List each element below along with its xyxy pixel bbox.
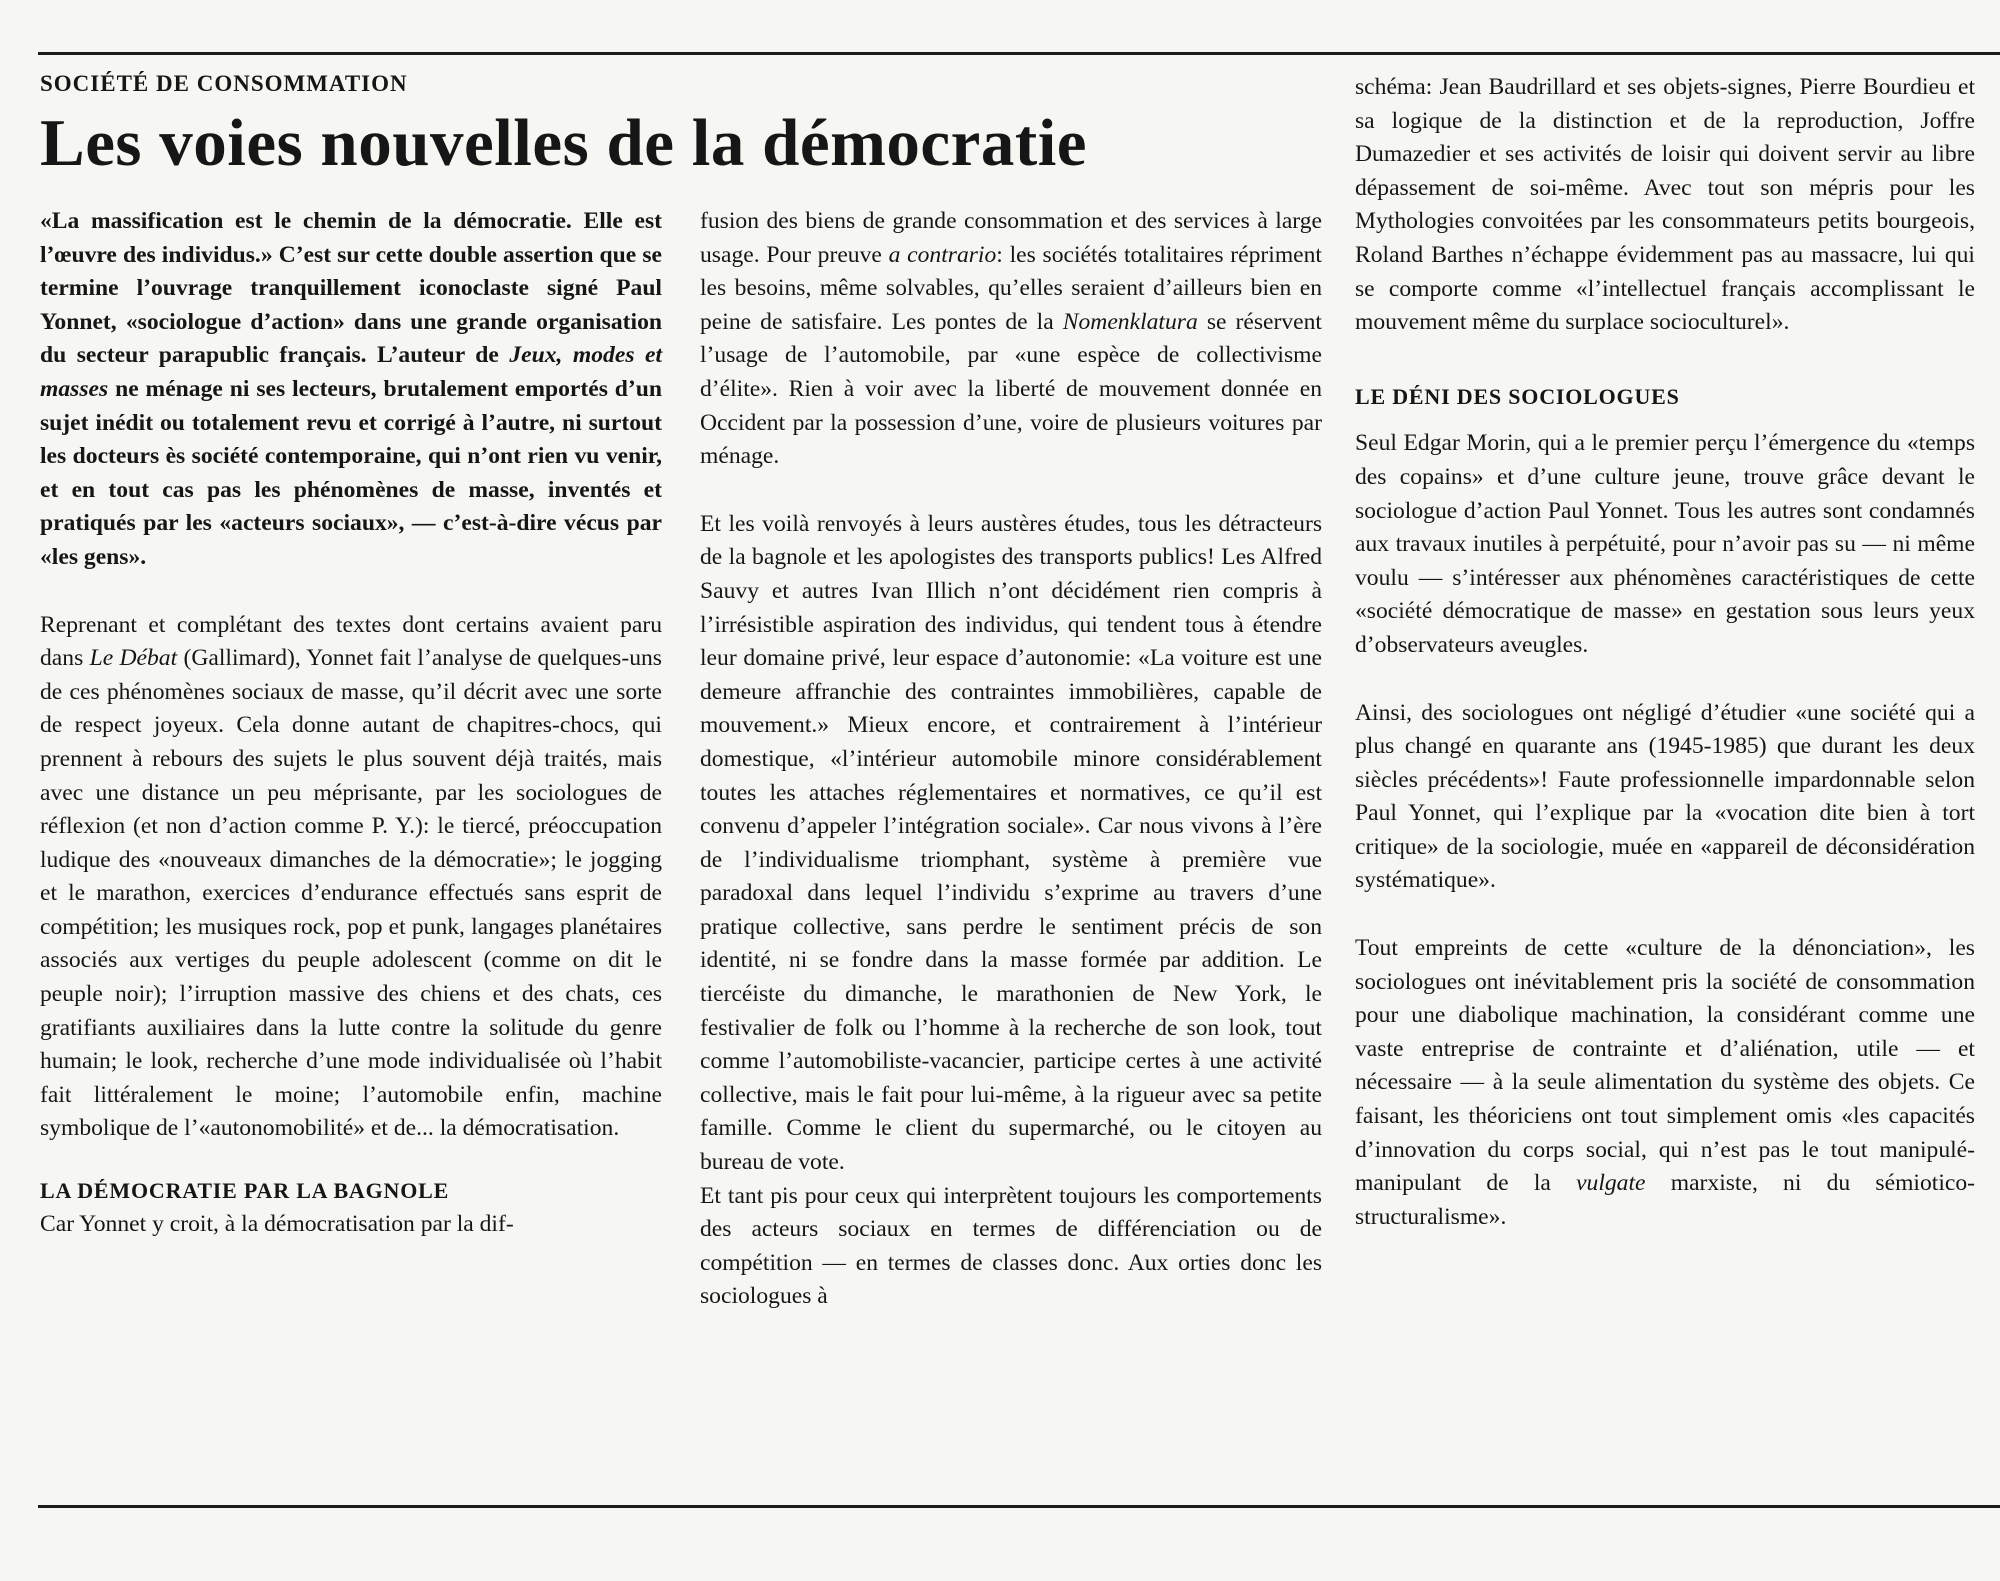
italic-term: vulgate [1576, 1170, 1646, 1197]
paragraph: Et tant pis pour ceux qui interprètent toujours les comportements des acteurs sociaux en termes de différenciation ou de compétition — en termes de classes donc. Aux orties donc les sociologues à [700, 1182, 1322, 1310]
paragraph-text-b: marxiste, ni du sémiotico-structuralisme». [1355, 1170, 1976, 1230]
paragraph: Et les voilà renvoyés à leurs austères études, tous les détracteurs de la bagnole et les apologistes des transports publics! Les Alfred Sauvy et autres Ivan Illich n’ont décidément rien compris à l’irrésistible aspiration des individus, qui tendent tous à étendre leur domaine privé, leur espace d’autonomie: «La voiture est une demeure affranchie des contraintes immobilières, capable de mouvement.» Mieux encore, et contrairement à l’intérieur domestique, «l’intérieur automobile minore considérablement toutes les attaches réglementaires et normatives, ce qu’il est convenu d’appeler l’intégration sociale». Car nous vivons à l’ère de l’individualisme triomphant, système à première vue paradoxal dans lequel l’individu s’exprime au travers d’une pratique collective, sans perdre le sentiment précis de son identité, ni se fondre dans la masse formée par addition. Le tiercéiste du dimanche, le marathonien de New York, le festivalier de folk ou l’homme à la recherche de son look, tout comme l’automobiliste-vacancier, participe certes à une activité collective, mais le fait pour lui-même, à la rigueur avec sa petite famille. Comme le client du supermarché, ou le citoyen au bureau de vote. [700, 510, 1322, 1176]
bottom-rule [38, 1505, 2000, 1508]
paragraph-text-c: se réservent l’usage de l’automobile, par «une espèce de collectivisme d’élite». Rien à voir avec la liberté de mouvement donnée en Occident par la possession d’une, voire de plusieurs voitures par ménage. [700, 308, 1322, 470]
italic-term: Nomenklatura [1062, 308, 1198, 335]
paragraph: Ainsi, des sociologues ont négligé d’étudier «une société qui a plus changé en quarante ans (1945-1985) que durant les deux siècles précédents»! Faute professionnelle impardonnable selon Paul Yonnet, qui l’explique par la «vocation dite bien à tort critique» de la sociologie, muée en «appareil de déconsidération systématique». [1355, 699, 1975, 894]
top-rule [38, 52, 2000, 55]
paragraph: Seul Edgar Morin, qui a le premier perçu l’émergence du «temps des copains» et d’une culture jeune, trouve grâce devant le sociologue d’action Paul Yonnet. Tous les autres sont condamnés aux travaux inutiles à perpétuité, pour n’avoir pas su — ni même voulu — s’intéresser aux phénomènes caractéristiques de cette «société démocratique de masse» en gestation sous leurs yeux d’observateurs aveugles. [1355, 430, 1975, 658]
paragraph: Car Yonnet y croit, à la démocratisation par la dif- [40, 1210, 514, 1237]
section-kicker: SOCIÉTÉ DE CONSOMMATION [40, 71, 408, 96]
lead-text-a: «La massification est le chemin de la démocratie. Elle est l’œuvre des individus.» C’est sur cette double assertion que se termine l’ouvrage tranquillement iconoclaste signé Paul Yonnet, «sociologue d’action» dans une grande organisation du secteur parapublic français. L’auteur de [40, 208, 662, 369]
article-headline: Les voies nouvelles de la démocratie [40, 106, 1088, 180]
publication-title: Le Débat [89, 645, 178, 672]
paragraph-text-a: fusion des biens de grande consommation et des services à large usage. Pour preuve [700, 208, 1322, 268]
paragraph [40, 609, 662, 1147]
paragraph [700, 205, 1322, 474]
paragraph: schéma: Jean Baudrillard et ses objets-signes, Pierre Bourdieu et sa logique de la distinction et de la reproduction, Joffre Dumazedier et ses activités de loisir qui doivent servir au libre dépassement de soi-même. Avec tout son mépris pour les Mythologies convoitées par les consommateurs petits bourgeois, Roland Barthes n’échappe évidemment pas au massacre, lui qui se comporte comme «l’intellectuel français accomplissant le mouvement même du surplace socioculturel». [1355, 74, 1975, 336]
column-1 [40, 205, 662, 1241]
lead-text-b: ne ménage ni ses lecteurs, brutalement emportés d’un sujet inédit ou totalement revu et corrigé à l’autre, ni surtout les docteurs ès société contemporaine, qui n’ont rien vu venir, et en tout cas pas les phénomènes de masse, inventés et pratiqués par les «acteurs sociaux», — c’est-à-dire vécus par «les gens». [40, 375, 662, 570]
italic-term: a contrario [888, 241, 997, 268]
paragraph [1355, 932, 1975, 1234]
paragraph-text-b: : les sociétés totalitaires répriment les besoins, même solvables, qu’elles seraient d’ailleurs bien en peine de satisfaire. Les pontes de la [700, 241, 1322, 335]
lead-paragraph [40, 205, 662, 575]
book-title: Jeux, modes et masses [40, 342, 662, 402]
subheading-deni: LE DÉNI DES SOCIOLOGUES [1355, 383, 1680, 409]
paragraph-text-a: Reprenant et complétant des textes dont certains avaient paru dans [40, 611, 662, 672]
column-2 [700, 205, 1322, 1314]
paragraph-text-b: (Gallimard), Yonnet fait l’analyse de quelques-uns de ces phénomènes sociaux de masse, qu’il décrit avec une sorte de respect joyeux. Cela donne autant de chapitres-chocs, qui prennent à rebours des sujets le plus souvent déjà traités, mais avec une distance un peu méprisante, par les sociologues de réflexion (et non d’action comme P. Y.): le tiercé, préoccupation ludique des «nouveaux dimanches de la démocratie»; le jogging et le marathon, exercices d’endurance effectués sans esprit de compétition; les musiques rock, pop et punk, langages planétaires associés aux vertiges du peuple adolescent (comme on dit le peuple noir); l’irruption massive des chiens et des chats, ces gratifiants auxiliaires dans la lutte contre la solitude du genre humain; le look, recherche d’une mode individualisée où l’habit fait littéralement le moine; l’automobile enfin, machine symbolique de l’«autonomobilité» et de... la démocratisation. [40, 645, 662, 1142]
paragraph-text-a: Tout empreints de cette «culture de la dénonciation», les sociologues ont inévitablement pris la société de consommation pour une diabolique machination, la considérant comme une vaste entreprise de contrainte et d’aliénation, utile — et nécessaire — à la seule alimentation du système des objets. Ce faisant, les théoriciens ont tout simplement omis «les capacités d’innovation du corps social, qui n’est pas le tout manipulé-manipulant de la [1355, 935, 1975, 1197]
subheading-bagnole: LA DÉMOCRATIE PAR LA BAGNOLE [40, 1178, 450, 1204]
column-3 [1355, 71, 1975, 1234]
